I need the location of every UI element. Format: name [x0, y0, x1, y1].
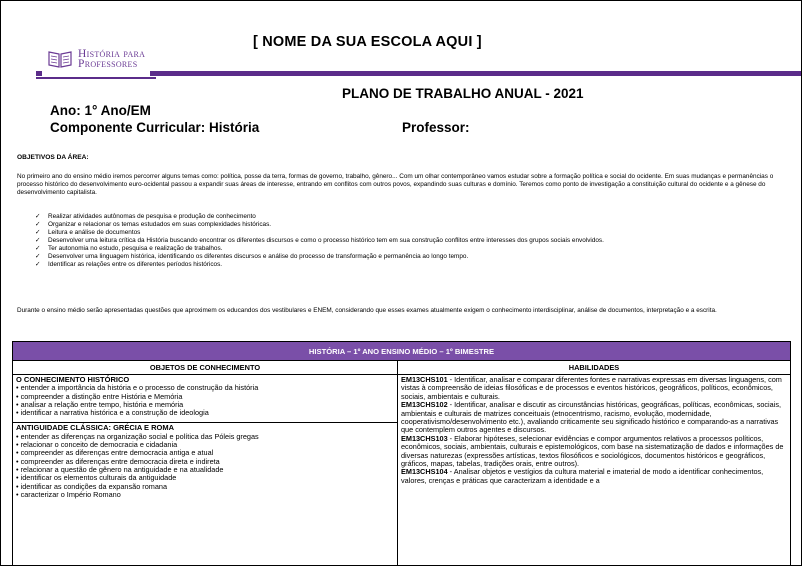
check-icon: ✓	[35, 237, 41, 244]
logo-line2: Professores	[78, 58, 138, 70]
ano-label: Ano: 1° Ano/EM	[50, 103, 151, 118]
check-icon: ✓	[35, 213, 41, 220]
objects-cell	[13, 375, 398, 565]
check-icon: ✓	[35, 253, 41, 260]
table-title: HISTÓRIA – 1º ANO ENSINO MÉDIO – 1º BIMESTRE	[13, 342, 790, 361]
list-item: • entender as diferenças na organização social e política das Póleis gregas	[16, 431, 259, 441]
list-item: • identificar os elementos culturais da antiguidade	[16, 473, 177, 483]
objectives-title: OBJETIVOS DA ÁREA:	[17, 154, 89, 161]
column-header-objects: OBJETOS DE CONHECIMENTO	[13, 361, 398, 374]
check-icon: ✓	[35, 221, 41, 228]
list-item: • compreender as diferenças entre democracia direta e indireta	[16, 456, 220, 466]
header-bar-right	[150, 71, 801, 76]
skill-text: - Identificar, analisar e comparar diferentes fontes e narrativas expressas em diversas linguagens, com vistas à compreensão de ideias filosóficas e de processos e eventos históricos, geográficos, políticos, econômicos, sociais, ambientais e culturais.	[401, 375, 782, 401]
table-row	[13, 375, 790, 565]
skill-item	[401, 435, 787, 469]
list-item: ✓ Desenvolver uma linguagem histórica, identificando os diferentes discursos e análise do processo de transformação e permanência ao longo tempo.	[17, 253, 777, 261]
skill-code: EM13CHS104	[401, 467, 448, 477]
skills-cell	[398, 375, 790, 565]
list-item: • compreender as diferenças entre democracia antiga e atual	[16, 448, 214, 458]
list-item: • identificar a narrativa histórica e a construção de ideologia	[16, 408, 209, 418]
objectives-intro: No primeiro ano do ensino médio iremos percorrer alguns temas como: política, posse da terra, formas de governo, trabalho, gênero... Com um olhar contemporâneo vamos estudar sobre a formação política e social do ocidente. Em suas mudanças e permanências o processo histórico do desenvolvimento euro-ocidental passou a expandir suas áreas de interesse, entrando em conflitos com outros povos, expandindo suas culturas e domínio. Teremos como ponto de investigação a constituição cultural do ocidente e a gênese do desenvolvimento capitalista.	[17, 173, 774, 196]
objectives-list	[17, 213, 777, 269]
skill-text: - Identificar, analisar e discutir as circunstâncias históricas, geográficas, políticas, econômicas, sociais, ambientais e culturais de matrizes conceituais (etnocentrismo, racismo, evolução, modernidade, cooperativismo/desenvolvimento etc.), avaliando criticamente seu significado histórico e comparando-as a narrativas que contemplem outros agentes e discursos.	[401, 400, 782, 435]
list-item: ✓ Identificar as relações entre os diferentes períodos históricos.	[17, 261, 777, 269]
plan-title: PLANO DE TRABALHO ANUAL - 2021	[342, 86, 584, 101]
skill-text: - Elaborar hipóteses, selecionar evidências e compor argumentos relativos a processos políticos, econômicos, sociais, ambientais, culturais e epistemológicos, com base na sistematização de dados e informações de diversas naturezas (expressões artísticas, textos filosóficos e sociológicos, documentos históricos e geográficos, gráficos, mapas, tabelas, tradições orais, entre outros).	[401, 433, 784, 469]
check-icon: ✓	[35, 261, 41, 268]
check-icon: ✓	[35, 245, 41, 252]
skill-code: EM13CHS103	[401, 433, 448, 443]
list-item: • entender a importância da história e o processo de construção da história	[16, 383, 259, 393]
section-title: ANTIGUIDADE CLÁSSICA: GRÉCIA E ROMA	[16, 423, 175, 433]
header-underline-left	[36, 77, 156, 79]
componente-label: Componente Curricular: História	[50, 120, 260, 135]
list-item: ✓ Desenvolver uma leitura crítica da História buscando encontrar os diferentes discursos e como o processo histórico tem em sua construção conflitos entre interesses dos grupos sociais envolvidos.	[17, 237, 777, 245]
list-item: • relacionar o conceito de democracia e cidadania	[16, 440, 178, 450]
list-item: ✓ Organizar e relacionar os temas estudados em suas complexidades históricas.	[17, 221, 777, 229]
logo-text	[78, 49, 145, 69]
table-column-headers	[13, 361, 790, 375]
book-icon	[47, 49, 73, 69]
header-bar-left	[36, 71, 42, 76]
curriculum-table	[12, 341, 791, 566]
professor-label: Professor:	[402, 120, 470, 135]
logo-line1: História para	[78, 48, 146, 60]
skill-item	[401, 468, 787, 485]
skill-text: - Analisar objetos e vestígios da cultura material e imaterial de modo a identificar conhecimentos, valores, crenças e práticas que caracterizam a identidade e a	[401, 467, 764, 485]
objectives-closing: Durante o ensino médio serão apresentadas questões que aproximem os educandos dos vestibulares e ENEM, considerando que esses exames atualmente exigem o conhecimento interdisciplinar, análise de documentos, interpretação e a escrita.	[17, 307, 717, 314]
skill-item	[401, 401, 787, 435]
check-icon: ✓	[35, 229, 41, 236]
list-item: ✓ Realizar atividades autônomas de pesquisa e produção de conhecimento	[17, 213, 777, 221]
list-item: • identificar as condições da expansão romana	[16, 481, 168, 491]
list-item: ✓ Ter autonomia no estudo, pesquisa e realização de trabalhos.	[17, 245, 777, 253]
skill-code: EM13CHS102	[401, 400, 448, 410]
list-item: • relacionar a questão de gênero na antiguidade e na atualidade	[16, 464, 224, 474]
school-name: [ NOME DA SUA ESCOLA AQUI ]	[253, 34, 482, 50]
list-item: ✓ Leitura e análise de documentos	[17, 229, 777, 237]
list-item: • compreender a distinção entre História e Memória	[16, 391, 183, 401]
skill-item	[401, 376, 787, 401]
skill-code: EM13CHS101	[401, 375, 448, 384]
list-item: • caracterizar o Império Romano	[16, 489, 121, 499]
column-header-skills: HABILIDADES	[568, 363, 620, 372]
section-title: O CONHECIMENTO HISTÓRICO	[16, 375, 130, 384]
list-item: • analisar a relação entre tempo, história e memória	[16, 399, 184, 409]
